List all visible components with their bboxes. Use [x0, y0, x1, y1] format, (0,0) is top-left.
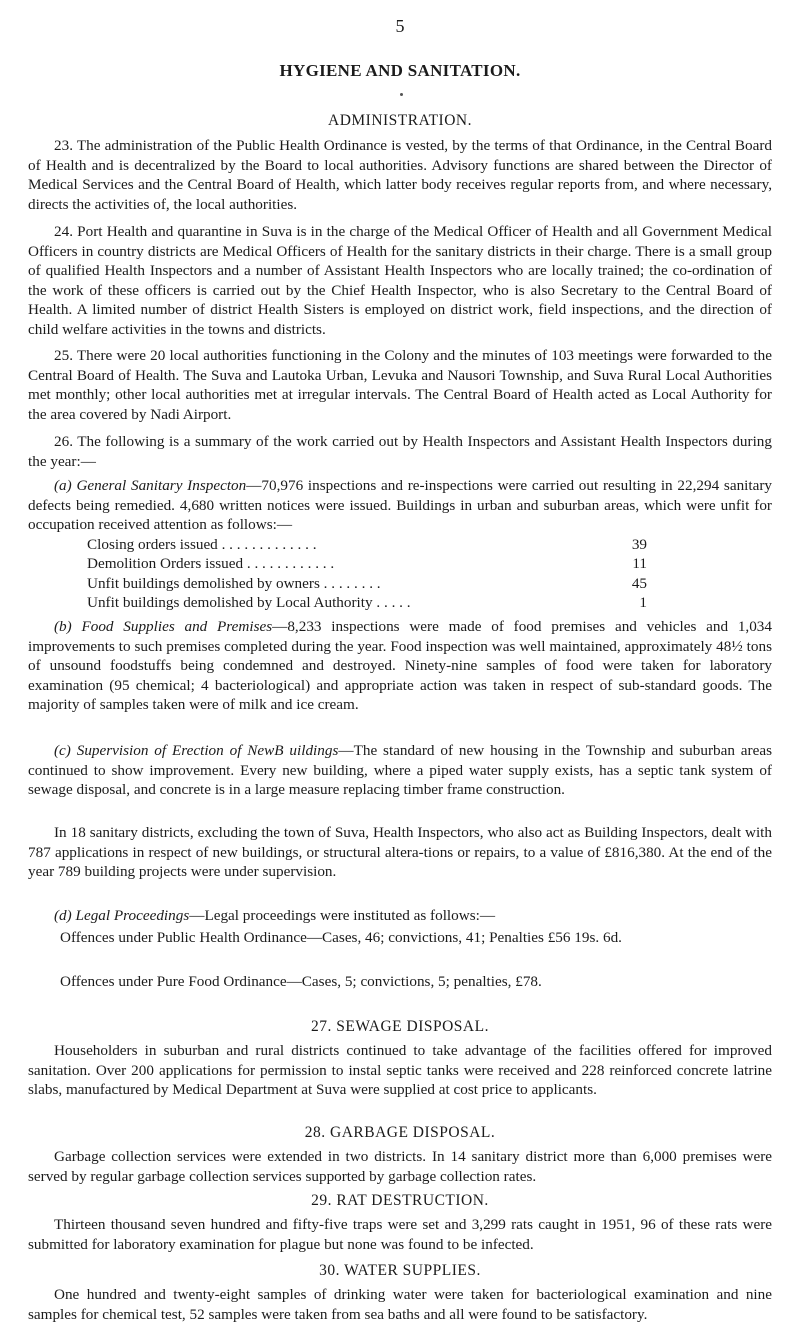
- list-item: Demolition Orders issued . . . . . . . . . . . . 11: [87, 555, 647, 573]
- paragraph-24: 24. Port Health and quarantine in Suva is in the charge of the Medical Officer of Health and all Government Medical Officers in country districts are Medical Officers of Health for the sanitary districts in their charge. There is a small group of qualified Health Inspectors and a number of Assistant Health Inspectors who are locally trained; the co-ordination of the work of these officers is carried out by the Chief Health Inspector, who is also Secretary to the Central Board of Health. A limited number of district Health Sisters is employed on district work, field inspections, and the direction of child welfare activities in the towns and districts.: [28, 223, 772, 338]
- subsection-a-label: (a) General Sanitary Inspecton: [54, 477, 247, 494]
- subsection-c-text: —The standard of new housing in the Township and suburban areas continued to show improvement. Every new building, where a piped water supply exists, has a septic tank system of sewage disposal, and concrete is in a large measure replacing timber frame construction.: [28, 742, 772, 799]
- legal-item-public-health: Offences under Public Health Ordinance—Cases, 46; convictions, 41; Penalties £56 19s. 6d.: [60, 929, 622, 946]
- heading-rat: 29. RAT DESTRUCTION.: [311, 1192, 489, 1209]
- subsection-b-label: (b) Food Supplies and Premises: [54, 618, 273, 635]
- ink-dot: [400, 93, 403, 96]
- paragraph-26d: [28, 906, 772, 926]
- page-number: 5: [395, 16, 405, 36]
- paragraph-water: One hundred and twenty-eight samples of drinking water were taken for bacteriological examination and nine samples for chemical test, 52 samples were taken from sea baths and all were found to be satisfactory.: [28, 1286, 772, 1323]
- subsection-d-text: —Legal proceedings were instituted as follows:—: [189, 907, 496, 924]
- paragraph-garbage: Garbage collection services were extended in two districts. In 14 sanitary district more than 6,000 premises were served by regular garbage collection services supported by garbage collection rates.: [28, 1148, 772, 1185]
- list-item: Unfit buildings demolished by Local Authority . . . . . 1: [87, 593, 647, 611]
- heading-sewage: 27. SEWAGE DISPOSAL.: [311, 1018, 489, 1035]
- heading-administration: ADMINISTRATION.: [328, 112, 472, 129]
- paragraph-26: 26. The following is a summary of the work carried out by Health Inspectors and Assistant Health Inspectors during the year:—: [28, 433, 772, 470]
- paragraph-sewage: Householders in suburban and rural districts continued to take advantage of the facilities offered for improved sanitation. Over 200 applications for permission to instal septic tanks were received and 228 reinforced concrete latrine slabs, manufactured by Medical Department at Suva were supplied at cost price to applicants.: [28, 1042, 772, 1099]
- paragraph-rat: Thirteen thousand seven hundred and fifty-five traps were set and 3,299 rats caught in 1951, 96 of these rats were submitted for laboratory examination for plague but none was found to be infected.: [28, 1216, 772, 1253]
- subsection-c-label: (c) Supervision of Erection of NewB uildings: [54, 742, 339, 759]
- paragraph-26c-cont: In 18 sanitary districts, excluding the town of Suva, Health Inspectors, who also act as Building Inspectors, dealt with 787 applications in respect of new buildings, or structural altera-tions or repairs, to a value of £816,380. At the end of the year 789 building projects were under supervision.: [28, 824, 772, 881]
- page-title: HYGIENE AND SANITATION.: [279, 61, 521, 80]
- paragraph-26a: [28, 476, 772, 535]
- paragraph-26c: [28, 741, 772, 800]
- subsection-b-text: —8,233 inspections were made of food premises and vehicles and 1,034 improvements to such premises completed during the year. Food inspection was well maintained, approximately 48½ tons of unsound foodstuffs being condemned and destroyed. Ninety-nine samples of food were taken for laboratory examination (95 chemical; 4 bacteriological) and appropriate action was taken in respect of sub-standard goods. The majority of samples taken were of milk and ice cream.: [28, 618, 772, 714]
- heading-garbage: 28. GARBAGE DISPOSAL.: [304, 1124, 496, 1141]
- paragraph-25: 25. There were 20 local authorities functioning in the Colony and the minutes of 103 meetings were forwarded to the Central Board of Health. The Suva and Lautoka Urban, Levuka and Nausori Township, and Suva Rural Local Authorities met monthly; other local authorities met at irregular intervals. The Central Board of Health acted as Local Authority for the area covered by Nadi Airport.: [28, 347, 772, 423]
- list-item: Unfit buildings demolished by owners . . . . . . . . 45: [87, 574, 647, 592]
- list-item: Closing orders issued . . . . . . . . . . . . . 39: [87, 536, 647, 553]
- heading-water: 30. WATER SUPPLIES.: [319, 1262, 481, 1279]
- subsection-a-text: —70,976 inspections and re-inspections were carried out resulting in 22,294 sanitary defects being remedied. 4,680 written notices were issued. Buildings in urban and suburban areas, which were unfit for occupation received attention as follows:—: [28, 477, 772, 534]
- legal-item-pure-food: Offences under Pure Food Ordinance—Cases, 5; convictions, 5; penalties, £78.: [60, 973, 542, 990]
- subsection-d-label: (d) Legal Proceedings: [54, 907, 190, 924]
- paragraph-23: 23. The administration of the Public Health Ordinance is vested, by the terms of that Ordinance, in the Central Board of Health and is decentralized by the Board to local authorities. Advisory functions are shared between the Director of Medical Services and the Central Board of Health, which latter body receives regular reports from, and where necessary, directs the activities of, the local authorities.: [28, 137, 772, 213]
- buildings-list: [87, 535, 647, 612]
- paragraph-26b: [28, 617, 772, 715]
